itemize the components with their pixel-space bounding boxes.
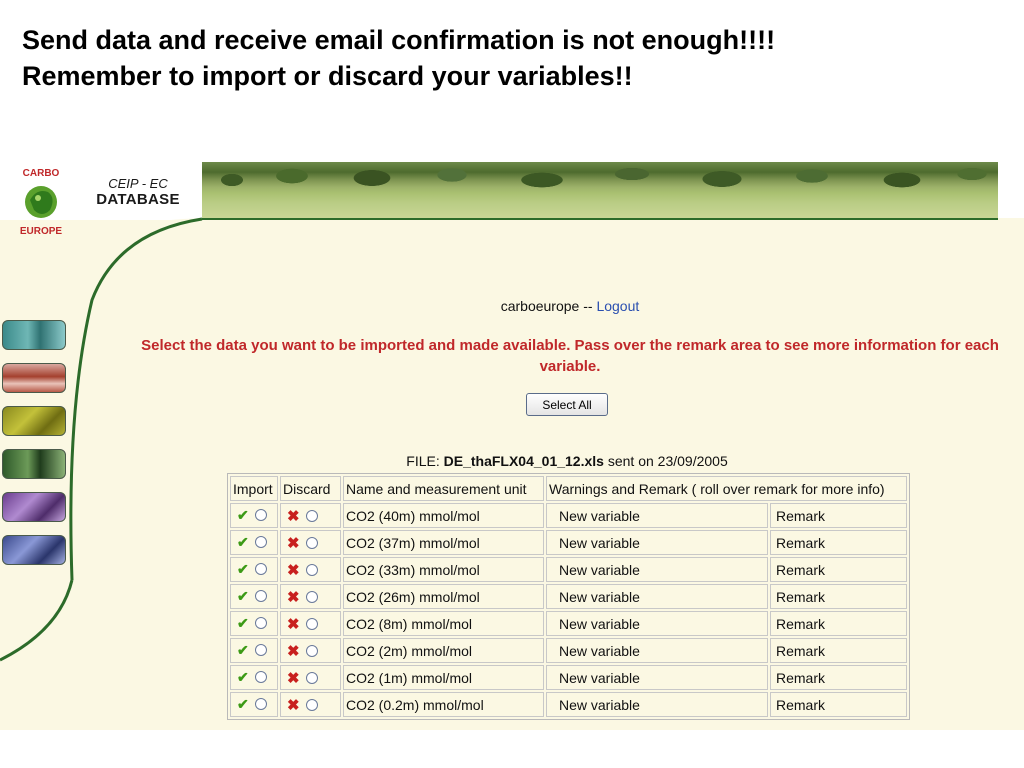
variable-remark[interactable]: Remark xyxy=(770,557,907,582)
svg-text:CARBO: CARBO xyxy=(22,168,60,179)
brand-line1: CEIP - EC xyxy=(108,176,168,191)
variable-name: CO2 (0.2m) mmol/mol xyxy=(343,692,544,717)
import-cell xyxy=(230,557,278,582)
import-radio[interactable] xyxy=(255,617,267,629)
svg-text:EUROPE: EUROPE xyxy=(19,226,63,237)
session-line xyxy=(380,298,760,314)
carboeurope-logo xyxy=(4,164,78,240)
cross-icon: ✖ xyxy=(287,669,300,687)
session-separator: -- xyxy=(583,298,593,314)
variable-remark[interactable]: Remark xyxy=(770,611,907,636)
table-row xyxy=(230,557,907,582)
variable-warning: New variable xyxy=(546,530,768,555)
discard-radio[interactable] xyxy=(306,591,318,603)
variable-name: CO2 (33m) mmol/mol xyxy=(343,557,544,582)
cross-icon: ✖ xyxy=(287,615,300,633)
import-radio[interactable] xyxy=(255,563,267,575)
database-brand xyxy=(88,176,188,208)
discard-cell xyxy=(280,638,341,663)
import-radio[interactable] xyxy=(255,536,267,548)
discard-radio[interactable] xyxy=(306,618,318,630)
brand-line2: DATABASE xyxy=(96,191,180,208)
slide-heading xyxy=(22,22,1012,94)
import-radio[interactable] xyxy=(255,644,267,656)
table-row xyxy=(230,503,907,528)
variable-remark[interactable]: Remark xyxy=(770,530,907,555)
cross-icon: ✖ xyxy=(287,534,300,552)
variable-remark[interactable]: Remark xyxy=(770,638,907,663)
nav-tile-3[interactable] xyxy=(2,406,66,436)
nav-tile-4[interactable] xyxy=(2,449,66,479)
cross-icon: ✖ xyxy=(287,561,300,579)
header-name: Name and measurement unit xyxy=(343,476,544,501)
checkmark-icon: ✔ xyxy=(237,696,249,712)
variable-warning: New variable xyxy=(546,611,768,636)
import-cell xyxy=(230,530,278,555)
slide-heading-line2: Remember to import or discard your variables!! xyxy=(22,61,633,91)
username: carboeurope xyxy=(500,298,580,314)
header-discard: Discard xyxy=(280,476,341,501)
discard-radio[interactable] xyxy=(306,699,318,711)
nav-tile-2[interactable] xyxy=(2,363,66,393)
discard-cell xyxy=(280,557,341,582)
banner-treeline xyxy=(202,162,998,196)
import-radio[interactable] xyxy=(255,509,267,521)
checkmark-icon: ✔ xyxy=(237,534,249,550)
table-row xyxy=(230,530,907,555)
discard-radio[interactable] xyxy=(306,672,318,684)
import-radio[interactable] xyxy=(255,698,267,710)
table-row xyxy=(230,584,907,609)
nav-tile-6[interactable] xyxy=(2,535,66,565)
variable-warning: New variable xyxy=(546,557,768,582)
variable-remark[interactable]: Remark xyxy=(770,692,907,717)
discard-radio[interactable] xyxy=(306,510,318,522)
nav-tile-1[interactable] xyxy=(2,320,66,350)
checkmark-icon: ✔ xyxy=(237,561,249,577)
checkmark-icon: ✔ xyxy=(237,588,249,604)
header-warnings: Warnings and Remark ( roll over remark for more info) xyxy=(546,476,907,501)
discard-radio[interactable] xyxy=(306,645,318,657)
file-sent-date: sent on 23/09/2005 xyxy=(607,453,728,469)
variable-name: CO2 (37m) mmol/mol xyxy=(343,530,544,555)
import-radio[interactable] xyxy=(255,671,267,683)
table-row xyxy=(230,611,907,636)
import-cell xyxy=(230,665,278,690)
variable-warning: New variable xyxy=(546,503,768,528)
variable-remark[interactable]: Remark xyxy=(770,665,907,690)
table-row xyxy=(230,638,907,663)
variable-warning: New variable xyxy=(546,665,768,690)
variable-name: CO2 (8m) mmol/mol xyxy=(343,611,544,636)
discard-radio[interactable] xyxy=(306,537,318,549)
logout-link[interactable]: Logout xyxy=(596,298,640,314)
slide-heading-line1: Send data and receive email confirmation is not enough!!!! xyxy=(22,25,776,55)
variable-name: CO2 (40m) mmol/mol xyxy=(343,503,544,528)
variable-name: CO2 (1m) mmol/mol xyxy=(343,665,544,690)
discard-cell xyxy=(280,692,341,717)
checkmark-icon: ✔ xyxy=(237,615,249,631)
variables-table xyxy=(227,473,910,720)
cross-icon: ✖ xyxy=(287,696,300,714)
discard-cell xyxy=(280,503,341,528)
file-info xyxy=(240,453,894,469)
checkmark-icon: ✔ xyxy=(237,669,249,685)
variable-name: CO2 (2m) mmol/mol xyxy=(343,638,544,663)
discard-cell xyxy=(280,530,341,555)
discard-cell xyxy=(280,611,341,636)
import-radio[interactable] xyxy=(255,590,267,602)
header-import: Import xyxy=(230,476,278,501)
table-header-row xyxy=(230,476,907,501)
select-all-button[interactable]: Select All xyxy=(526,393,608,416)
import-cell xyxy=(230,638,278,663)
discard-cell xyxy=(280,665,341,690)
instruction-text: Select the data you want to be imported and made available. Pass over the remark area to see more information for each variable. xyxy=(141,337,999,375)
cross-icon: ✖ xyxy=(287,588,300,606)
import-cell xyxy=(230,584,278,609)
discard-radio[interactable] xyxy=(306,564,318,576)
side-navigation-tiles xyxy=(2,320,68,578)
variable-name: CO2 (26m) mmol/mol xyxy=(343,584,544,609)
variable-warning: New variable xyxy=(546,692,768,717)
import-cell xyxy=(230,692,278,717)
file-prefix: FILE: xyxy=(406,453,440,469)
variable-warning: New variable xyxy=(546,638,768,663)
landscape-banner xyxy=(202,162,998,218)
screenshot-area xyxy=(0,160,1024,730)
table-row xyxy=(230,665,907,690)
cross-icon: ✖ xyxy=(287,642,300,660)
variable-remark[interactable]: Remark xyxy=(770,503,907,528)
nav-tile-5[interactable] xyxy=(2,492,66,522)
checkmark-icon: ✔ xyxy=(237,507,249,523)
discard-cell xyxy=(280,584,341,609)
import-cell xyxy=(230,611,278,636)
file-name: DE_thaFLX04_01_12.xls xyxy=(443,453,604,469)
table-row xyxy=(230,692,907,717)
import-cell xyxy=(230,503,278,528)
checkmark-icon: ✔ xyxy=(237,642,249,658)
variable-remark[interactable]: Remark xyxy=(770,584,907,609)
cross-icon: ✖ xyxy=(287,507,300,525)
variable-warning: New variable xyxy=(546,584,768,609)
